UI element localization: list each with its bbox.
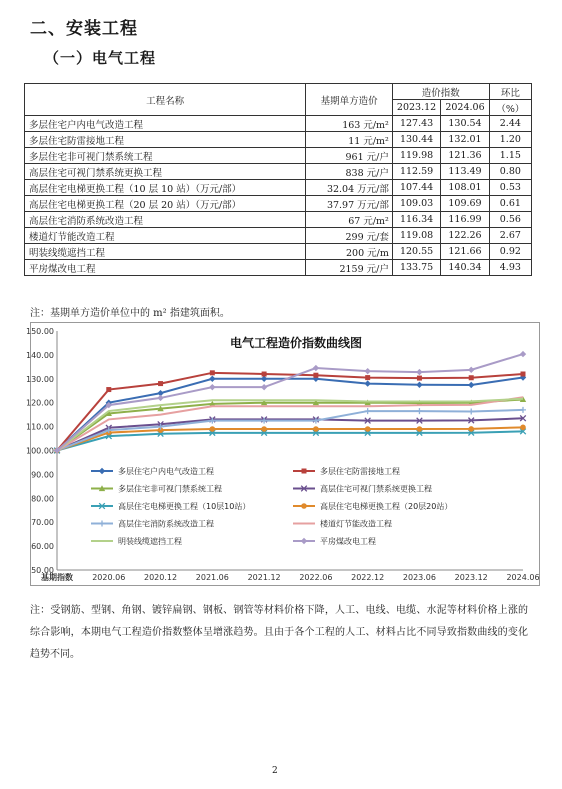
data-point: [365, 408, 371, 414]
header-index: 造价指数: [392, 84, 489, 100]
table-row: [25, 148, 532, 164]
data-point: [468, 367, 474, 373]
cell-base-price: 37.97 万元/部: [306, 196, 393, 212]
cell-name: 楼道灯节能改造工程: [25, 228, 306, 244]
y-tick-label: 120.00: [26, 398, 54, 408]
cell-index-2: 122.26: [441, 228, 489, 244]
data-point: [365, 426, 371, 432]
cell-ratio: 0.53: [489, 180, 531, 196]
cell-name: 高层住宅电梯更换工程（20 层 20 站）（万元/部）: [25, 196, 306, 212]
y-tick-label: 50.00: [31, 566, 54, 575]
data-point: [99, 468, 105, 474]
y-tick-label: 60.00: [31, 542, 54, 552]
data-point: [209, 376, 215, 382]
cell-ratio: 0.92: [489, 244, 531, 260]
cell-index-2: 140.34: [441, 260, 489, 276]
cell-ratio: 1.20: [489, 132, 531, 148]
cell-base-price: 299 元/套: [306, 228, 393, 244]
cell-index-2: 121.36: [441, 148, 489, 164]
cell-base-price: 838 元/户: [306, 164, 393, 180]
series-line: [57, 410, 523, 451]
data-point: [313, 365, 319, 371]
legend-label: 多层住宅户内电气改造工程: [118, 467, 214, 476]
data-point: [210, 426, 216, 432]
cell-base-price: 32.04 万元/部: [306, 180, 393, 196]
header-ratio-unit: （%）: [489, 100, 531, 116]
chart-title: 电气工程造价指数曲线图: [229, 336, 363, 350]
data-point: [261, 426, 267, 432]
table-row: [25, 164, 532, 180]
data-point: [365, 375, 370, 380]
header-name: 工程名称: [25, 84, 306, 116]
cell-index-1: 119.98: [392, 148, 440, 164]
cell-index-1: 116.34: [392, 212, 440, 228]
cell-name: 多层住宅户内电气改造工程: [25, 116, 306, 132]
x-tick-label: 2020.06: [92, 573, 126, 582]
y-tick-label: 150.00: [26, 327, 54, 336]
cell-base-price: 67 元/m²: [306, 212, 393, 228]
x-tick-label: 2023.06: [402, 573, 436, 582]
x-tick-label: 2023.12: [454, 573, 488, 582]
data-point: [364, 380, 370, 386]
x-tick-label: 2024.06: [506, 573, 540, 582]
data-point: [468, 426, 474, 432]
cell-index-1: 119.08: [392, 228, 440, 244]
data-point: [468, 408, 474, 414]
cell-index-1: 112.59: [392, 164, 440, 180]
data-point: [520, 425, 526, 431]
data-point: [209, 384, 215, 390]
table-row: [25, 244, 532, 260]
data-point: [416, 369, 422, 375]
y-tick-label: 110.00: [26, 422, 54, 432]
cell-index-1: 120.55: [392, 244, 440, 260]
data-point: [469, 375, 474, 380]
cell-index-2: 109.69: [441, 196, 489, 212]
cell-ratio: 0.61: [489, 196, 531, 212]
y-tick-label: 100.00: [26, 446, 54, 456]
x-tick-label: 2021.06: [195, 573, 229, 582]
table-row: [25, 228, 532, 244]
table-row: [25, 196, 532, 212]
cell-name: 明装线缆遮挡工程: [25, 244, 306, 260]
cell-index-1: 109.03: [392, 196, 440, 212]
cell-index-2: 132.01: [441, 132, 489, 148]
header-ratio: 环比: [489, 84, 531, 100]
section-title: 二、安装工程: [30, 19, 138, 39]
cell-ratio: 4.93: [489, 260, 531, 276]
cell-ratio: 0.80: [489, 164, 531, 180]
cell-base-price: 2159 元/户: [306, 260, 393, 276]
y-tick-label: 140.00: [26, 350, 54, 360]
series-line: [57, 397, 523, 450]
cell-index-1: 130.44: [392, 132, 440, 148]
data-point: [158, 381, 163, 386]
header-period-2: 2024.06: [441, 100, 489, 116]
table-note: 注：基期单方造价单位中的 m² 指建筑面积。: [30, 308, 230, 319]
cell-index-2: 113.49: [441, 164, 489, 180]
table-row: [25, 180, 532, 196]
data-point: [520, 351, 526, 357]
data-point: [301, 503, 307, 509]
data-point: [210, 370, 215, 375]
cell-base-price: 163 元/m²: [306, 116, 393, 132]
page-number: 2: [272, 766, 278, 776]
cell-ratio: 2.67: [489, 228, 531, 244]
data-point: [157, 395, 163, 401]
data-point: [417, 426, 423, 432]
data-point: [468, 382, 474, 388]
price-index-table: [24, 83, 532, 276]
y-tick-label: 70.00: [31, 518, 54, 528]
cell-index-2: 130.54: [441, 116, 489, 132]
data-point: [416, 408, 422, 414]
chart-container: [26, 322, 540, 586]
legend-label: 平房煤改电工程: [320, 537, 376, 546]
table-row: [25, 260, 532, 276]
data-point: [301, 538, 307, 544]
cell-ratio: 2.44: [489, 116, 531, 132]
cell-index-2: 108.01: [441, 180, 489, 196]
x-tick-label: 2022.06: [299, 573, 333, 582]
table-row: [25, 212, 532, 228]
data-point: [416, 382, 422, 388]
legend-label: 多层住宅防雷接地工程: [320, 467, 400, 476]
cell-index-1: 127.43: [392, 116, 440, 132]
y-tick-label: 80.00: [31, 494, 54, 504]
cell-name: 多层住宅防雷接地工程: [25, 132, 306, 148]
data-point: [313, 426, 319, 432]
series-line: [57, 431, 523, 450]
cell-index-2: 121.66: [441, 244, 489, 260]
chart-note: 注：受钢筋、型钢、角钢、镀锌扁钢、钢板、钢管等材料价格下降，人工、电线、电缆、水泥等材料价格上涨的综合影响，本期电气工程造价指数整体呈增涨趋势。且由于各个工程的人工、材料占比不同导致指数曲线的变化趋势不同。: [30, 605, 528, 660]
data-point: [521, 371, 526, 376]
series-line: [57, 427, 523, 450]
cell-base-price: 200 元/m: [306, 244, 393, 260]
data-point: [262, 372, 267, 377]
data-point: [99, 521, 105, 527]
header-base-price: 基期单方造价: [306, 84, 393, 116]
data-point: [313, 373, 318, 378]
data-point: [261, 376, 267, 382]
cell-name: 多层住宅非可视门禁系统工程: [25, 148, 306, 164]
cell-name: 高层住宅可视门禁系统更换工程: [25, 164, 306, 180]
legend-label: 高层住宅电梯更换工程（10层10站）: [118, 502, 251, 511]
header-period-1: 2023.12: [392, 100, 440, 116]
data-point: [417, 376, 422, 381]
data-point: [106, 387, 111, 392]
subsection-title: （一）电气工程: [44, 49, 157, 67]
data-point: [520, 407, 526, 413]
x-tick-label: 基期指数: [41, 573, 73, 582]
y-tick-label: 130.00: [26, 374, 54, 384]
cell-index-1: 107.44: [392, 180, 440, 196]
y-tick-label: 90.00: [31, 470, 54, 480]
cell-base-price: 961 元/户: [306, 148, 393, 164]
table-row: [25, 132, 532, 148]
x-tick-label: 2020.12: [144, 573, 178, 582]
table-row: [25, 116, 532, 132]
data-point: [364, 368, 370, 374]
cell-index-2: 116.99: [441, 212, 489, 228]
legend-label: 高层住宅可视门禁系统更换工程: [320, 484, 432, 494]
legend-label: 楼道灯节能改造工程: [320, 519, 392, 529]
cell-base-price: 11 元/m²: [306, 132, 393, 148]
data-point: [302, 469, 307, 474]
index-line-chart: [26, 323, 540, 585]
legend-label: 多层住宅非可视门禁系统工程: [118, 484, 222, 494]
cell-index-1: 133.75: [392, 260, 440, 276]
cell-name: 高层住宅电梯更换工程（10 层 10 站）（万元/部）: [25, 180, 306, 196]
cell-name: 高层住宅消防系统改造工程: [25, 212, 306, 228]
cell-ratio: 1.15: [489, 148, 531, 164]
x-tick-label: 2021.12: [247, 573, 281, 582]
legend-label: 明装线缆遮挡工程: [118, 537, 182, 546]
cell-name: 平房煤改电工程: [25, 260, 306, 276]
legend-label: 高层住宅消防系统改造工程: [118, 519, 214, 529]
legend-label: 高层住宅电梯更换工程（20层20站）: [320, 502, 453, 511]
cell-ratio: 0.56: [489, 212, 531, 228]
data-point: [261, 384, 267, 390]
x-tick-label: 2022.12: [351, 573, 385, 582]
